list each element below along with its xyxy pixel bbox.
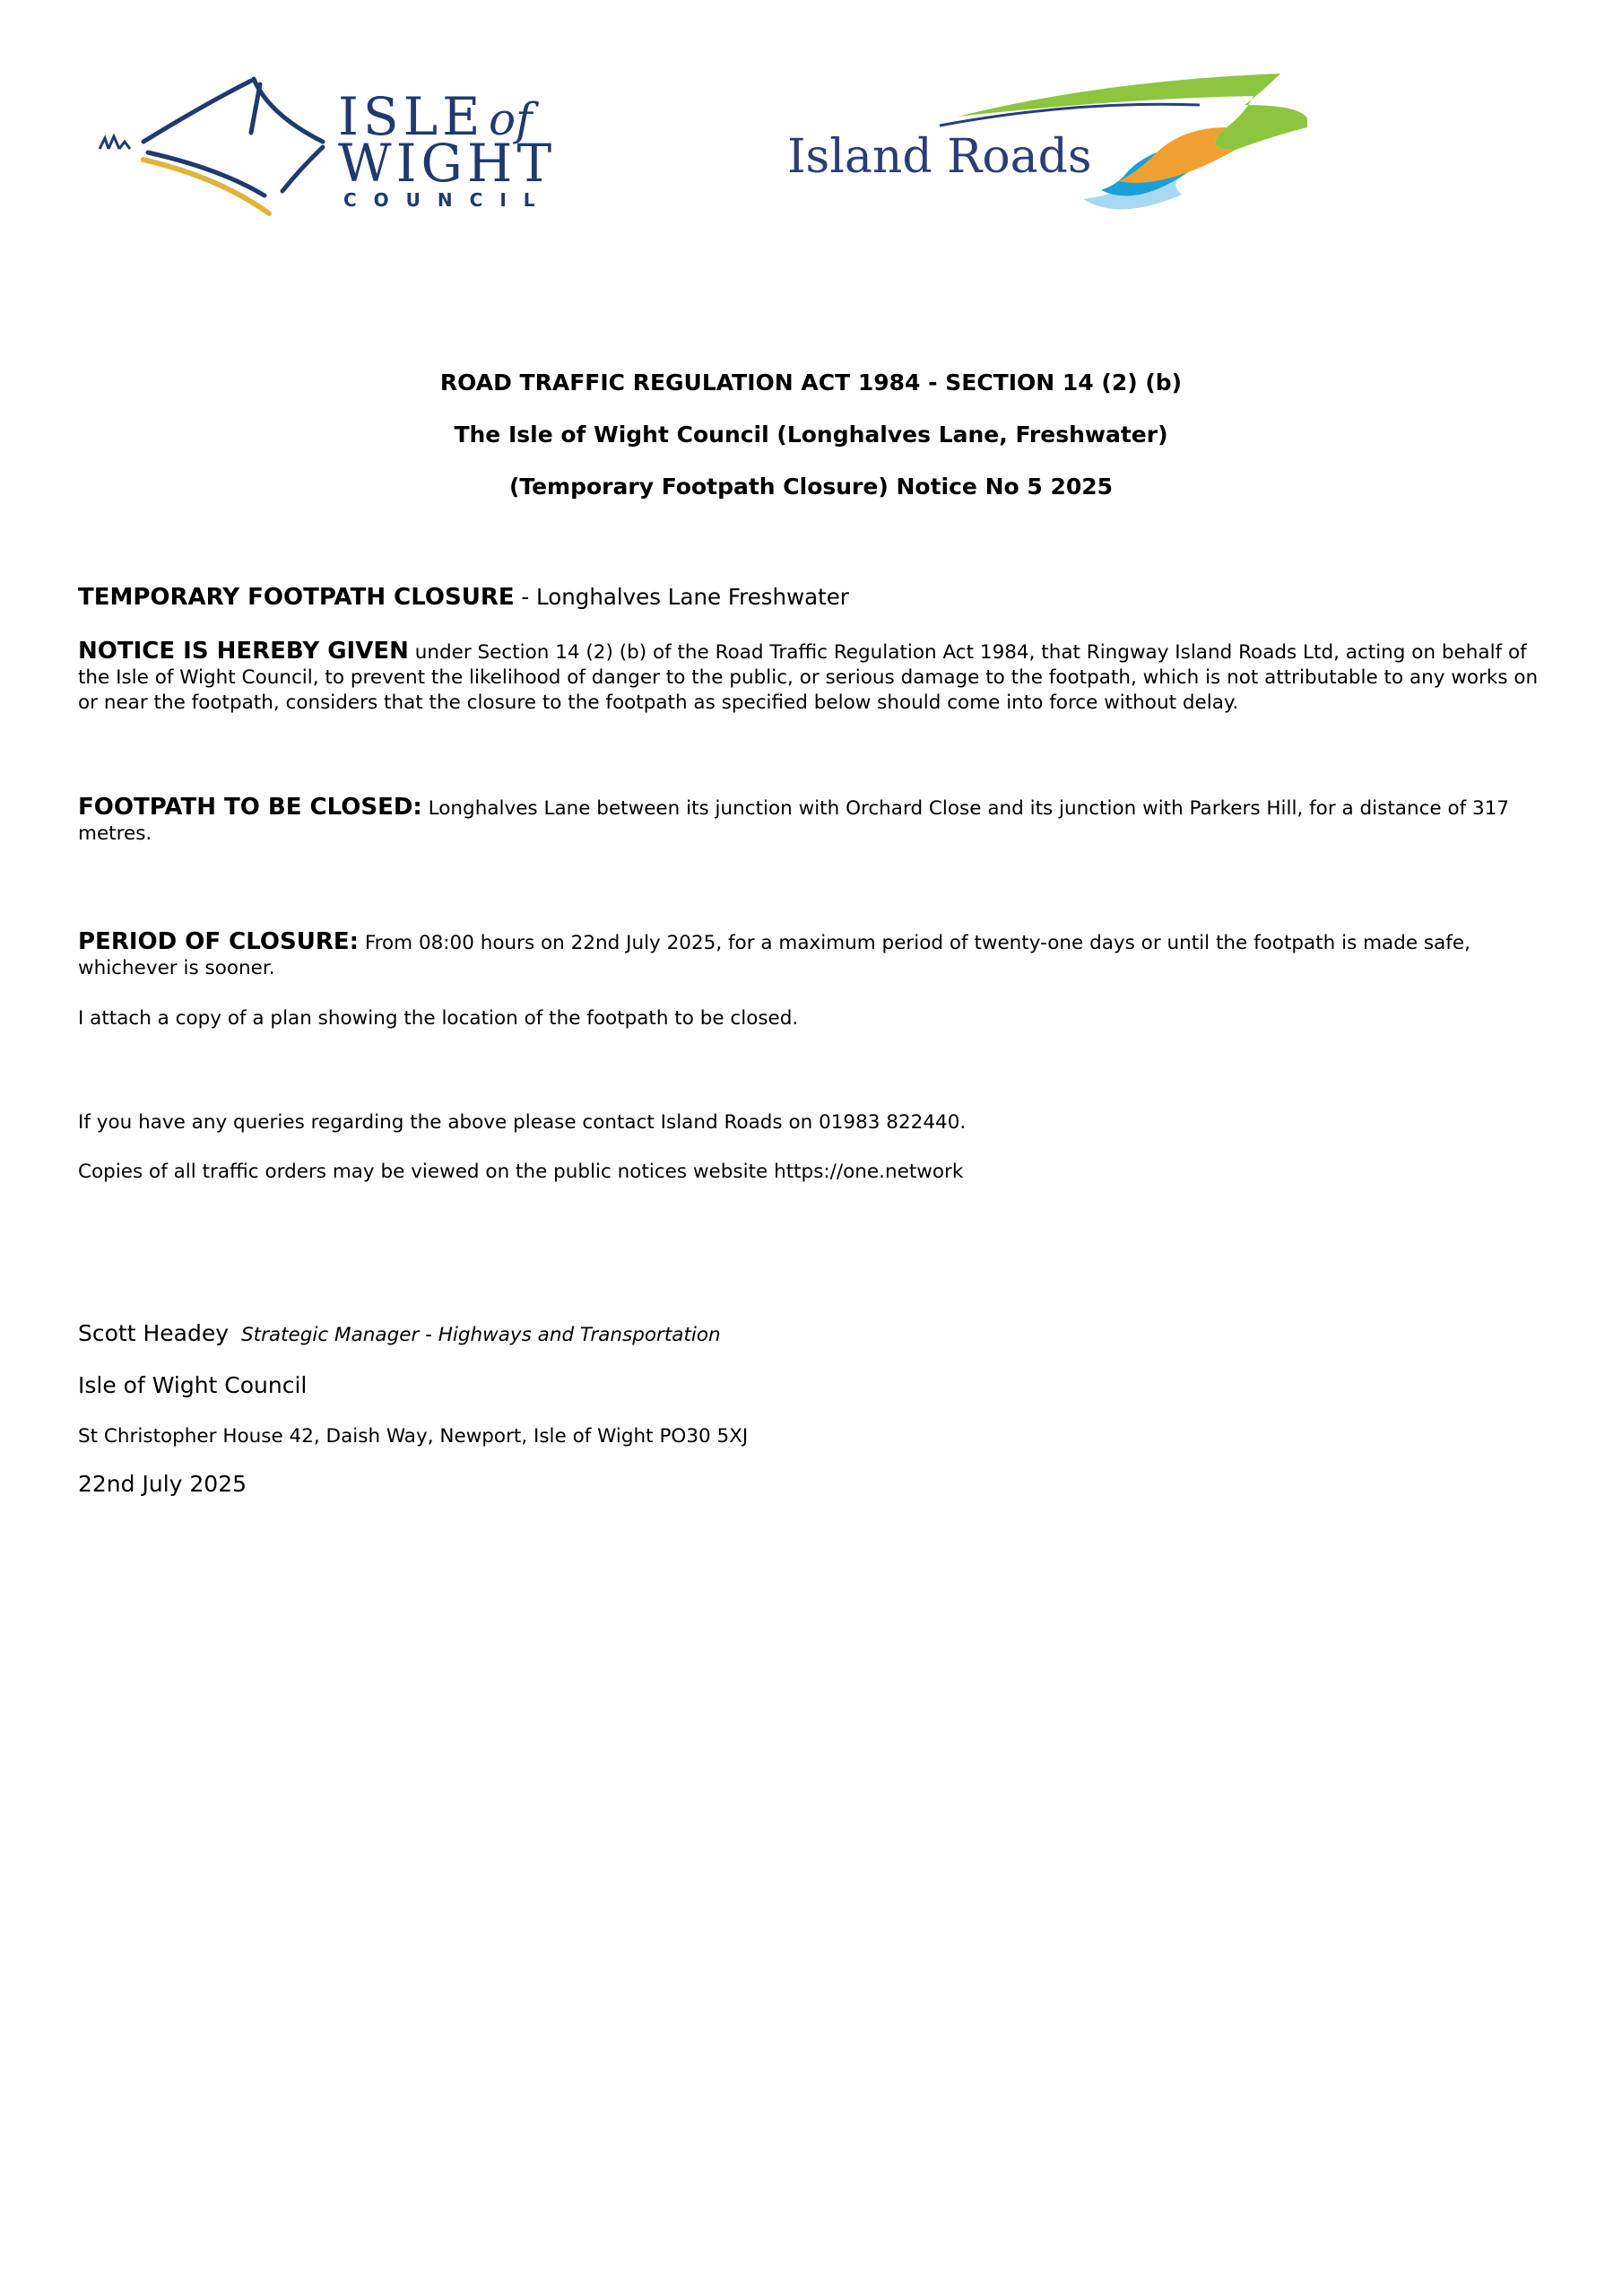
notice-date: 22nd July 2025: [78, 1471, 247, 1497]
iow-logo-council: COUNCIL: [343, 189, 552, 211]
ir-navy-line: [940, 104, 1200, 126]
signatory-name: Scott Headey: [78, 1320, 230, 1346]
copies-paragraph: [78, 1160, 1557, 1185]
island-roads-logo: [778, 65, 1307, 222]
queries-paragraph: [78, 1110, 1557, 1135]
notice-title-block: [0, 370, 1622, 526]
title-act-line: ROAD TRAFFIC REGULATION ACT 1984 - SECTION 14 (2) (b): [439, 370, 1183, 396]
title-council-line: The Isle of Wight Council (Longhalves Lane, Freshwater): [454, 422, 1168, 448]
attach-plan-paragraph: [78, 1006, 1557, 1031]
iow-logo-isle: ISLE: [338, 86, 485, 147]
period-of-closure-text: From 08:00 hours on 22nd July 2025, for a maximum period of twenty-one days or until the footpath is made safe, whichever is sooner.: [78, 932, 1470, 979]
attach-plan-text: I attach a copy of a plan showing the location of the footpath to be closed.: [78, 1007, 799, 1030]
temporary-closure-paragraph: [78, 585, 1557, 612]
iow-logo-wight: WIGHT: [338, 133, 557, 194]
footpath-closed-text: Longhalves Lane between its junction with Orchard Close and its junction with Parkers Hill, for a distance of 317 metres.: [78, 797, 1510, 845]
queries-text: If you have any queries regarding the above please contact Island Roads on 01983 822440.: [78, 1111, 967, 1134]
temporary-closure-heading: TEMPORARY FOOTPATH CLOSURE: [78, 584, 515, 611]
island-roads-wordmark: Island Roads: [787, 130, 1092, 184]
isle-of-wight-council-logo: [94, 70, 560, 222]
ir-orange-swoosh: [1119, 127, 1236, 183]
signatory-address: St Christopher House 42, Daish Way, Newport, Isle of Wight PO30 5XJ: [78, 1425, 749, 1448]
temporary-closure-location: - Longhalves Lane Freshwater: [514, 584, 849, 610]
signatory-organisation: Isle of Wight Council: [78, 1372, 308, 1398]
signatory-line: [78, 1320, 1557, 1347]
iow-sail-marks: [100, 136, 130, 149]
notice-given-text: under Section 14 (2) (b) of the Road Traffic Regulation Act 1984, that Ringway Island Roads Ltd, acting on behalf of the Isle of Wight Council, to prevent the likelihood of danger to the public, or serious damage to the footpath, which is not attributable to any works on or near the footpath, considers that the closure to the footpath as specified below should come into force without delay.: [78, 641, 1539, 714]
iow-diamond-outline: [143, 79, 323, 196]
copies-text: Copies of all traffic orders may be viewed on the public notices website https://one.network: [78, 1161, 964, 1183]
footpath-closed-paragraph: [78, 795, 1557, 847]
iow-logo-of: of: [489, 93, 533, 145]
period-of-closure-paragraph: [78, 929, 1557, 981]
footpath-closed-heading: FOOTPATH TO BE CLOSED:: [78, 794, 422, 821]
period-of-closure-heading: PERIOD OF CLOSURE:: [78, 928, 360, 955]
title-notice-line: (Temporary Footpath Closure) Notice No 5 2025: [508, 474, 1114, 500]
signatory-role: Strategic Manager - Highways and Transportation: [241, 1324, 721, 1346]
notice-given-paragraph: [78, 639, 1557, 716]
notice-given-heading: NOTICE IS HEREBY GIVEN: [78, 638, 409, 665]
